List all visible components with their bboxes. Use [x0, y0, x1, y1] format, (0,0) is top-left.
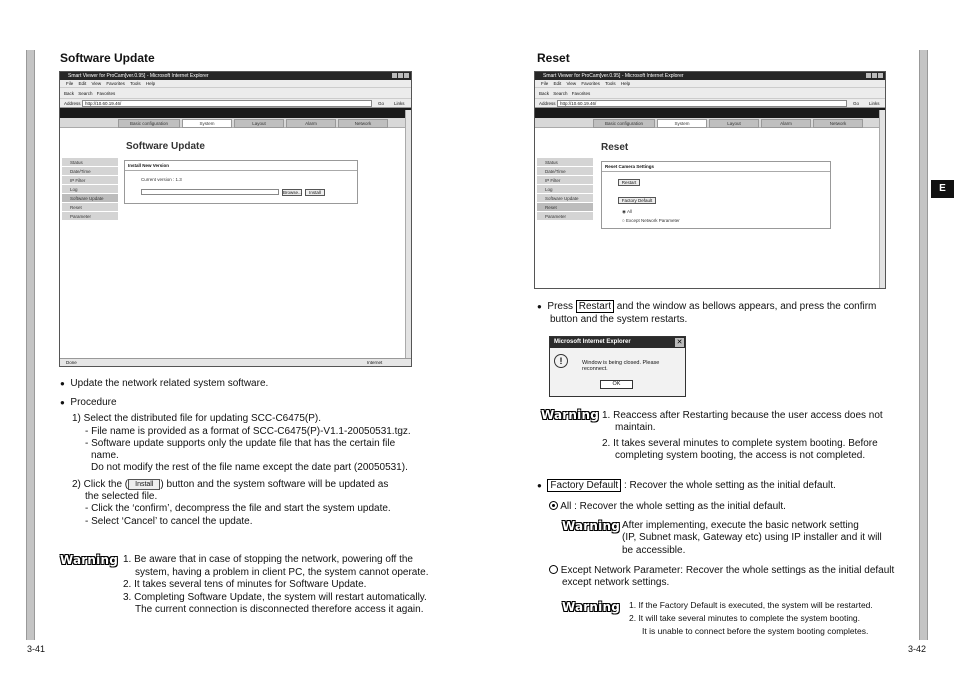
window-title: Smart Viewer for ProCam[ver.0.95] - Microsoft Internet Explorer	[543, 73, 684, 79]
bullet-update-network: ● Update the network related system software.	[60, 378, 269, 389]
step-2-cont: the selected file.	[85, 491, 158, 502]
warning-label-right-1: Warning	[541, 408, 600, 422]
warn3-line-2: 2. It will take several minutes to complete the system booting.	[629, 613, 861, 623]
warn1-line-1: 1. Reaccess after Restarting because the user access does not	[602, 410, 883, 421]
option-except-text: Except Network Parameter: Recover the whole settings as the initial default	[549, 565, 894, 578]
nav-parameter: Parameter	[537, 212, 593, 221]
software-update-heading: Software Update	[60, 51, 155, 65]
step-1-b: - Software update supports only the update file that has the certain file	[85, 438, 396, 449]
tab-basic-configuration: Basic configuration	[118, 119, 180, 128]
reset-panel	[601, 161, 831, 229]
dialog-warning-icon: !	[554, 354, 568, 368]
warn1-line-2: maintain.	[615, 422, 656, 433]
camera-app-header	[535, 108, 885, 118]
go-button: Go	[853, 101, 860, 106]
warn2-line-2: (IP, Subnet mask, Gateway etc) using IP installer and it will	[622, 532, 882, 543]
bullet-press-restart: ● Press Restart and the window as bellows appears, and press the confirm	[537, 301, 877, 312]
warning-label-left: Warning	[60, 553, 119, 567]
nav-software-update: Software Update	[537, 194, 593, 203]
browser-menu-bar: File Edit View Favorites Tools Help	[535, 80, 885, 88]
links-label: Links	[394, 101, 405, 106]
nav-reset: Reset	[537, 203, 593, 212]
install-button-screen: Install	[305, 189, 325, 196]
restart-label-box: Restart	[576, 300, 614, 313]
press-restart-cont: button and the system restarts.	[550, 314, 688, 325]
dialog-message: Window is being closed. Please reconnect.	[582, 360, 660, 372]
screen-title: Software Update	[126, 141, 205, 152]
window-buttons	[391, 73, 409, 81]
nav-ip-filter: IP Filter	[537, 176, 593, 185]
warning-label-right-2: Warning	[562, 519, 621, 533]
window-buttons	[865, 73, 883, 81]
step-1-c: Do not modify the rest of the file name except the date part (20050531).	[91, 462, 408, 473]
status-done: Done	[66, 360, 77, 365]
tab-layout: Layout	[234, 119, 284, 128]
tab-layout: Layout	[709, 119, 759, 128]
warning-left-5: The current connection is disconnected therefore access it again.	[135, 604, 424, 615]
address-field: http://10.60.19.46/	[557, 100, 847, 107]
page-number-left: 3-41	[27, 644, 46, 654]
warn3-line-3: It is unable to connect before the system booting completes.	[642, 626, 869, 636]
right-page-edge	[919, 50, 928, 640]
tab-alarm: Alarm	[286, 119, 336, 128]
option-all-text: All : Recover the whole setting as the initial default.	[549, 501, 786, 514]
browser-address-bar	[535, 99, 885, 108]
step-2-b: - Select ‘Cancel’ to cancel the update.	[85, 516, 253, 527]
file-field	[141, 189, 279, 195]
address-label: Address	[539, 101, 556, 106]
warning-label-right-3: Warning	[562, 600, 621, 614]
nav-date-time: Date/Time	[537, 167, 593, 176]
step-2: 2) Click the ( Install ) button and the system software will be updated as	[72, 479, 389, 490]
address-label: Address	[64, 101, 81, 106]
window-title: Smart Viewer for ProCam[ver.0.95] - Microsoft Internet Explorer	[68, 73, 209, 79]
go-button: Go	[378, 101, 385, 106]
browser-status-bar	[60, 358, 411, 366]
camera-app-header	[60, 108, 411, 118]
dialog-title: Microsoft Internet Explorer ✕	[550, 337, 685, 348]
warn3-line-1: 1. If the Factory Default is executed, the system will be restarted.	[629, 600, 873, 610]
install-inline-button: Install	[128, 479, 160, 490]
ie-dialog	[549, 336, 686, 397]
tab-network: Network	[338, 119, 388, 128]
browser-toolbar: Back Search Favorites	[535, 88, 885, 99]
section-tab-e: E	[931, 180, 954, 198]
close-icon: ✕	[676, 339, 683, 346]
links-label: Links	[869, 101, 880, 106]
warn1-line-3: 2. It takes several minutes to complete system booting. Before	[602, 438, 878, 449]
warn2-line-1: After implementing, execute the basic network setting	[622, 520, 859, 531]
browser-title-bar	[60, 72, 411, 80]
nav-log: Log	[537, 185, 593, 194]
browser-menu-bar: File Edit View Favorites Tools Help	[60, 80, 411, 88]
restart-button-screen: Restart	[618, 179, 640, 186]
software-update-screenshot	[59, 71, 412, 367]
address-field: http://10.60.19.46/	[82, 100, 372, 107]
panel-title: Install New Version	[125, 161, 357, 171]
camera-side-nav	[62, 158, 118, 221]
nav-reset: Reset	[62, 203, 118, 212]
current-version: Current version : 1.3	[141, 177, 182, 182]
screen-title: Reset	[601, 142, 629, 153]
status-internet: Internet	[367, 360, 383, 365]
step-1-b2: name.	[91, 450, 119, 461]
tab-basic-configuration: Basic configuration	[593, 119, 655, 128]
radio-selected-icon	[549, 501, 558, 510]
browser-title-bar	[535, 72, 885, 80]
nav-log: Log	[62, 185, 118, 194]
nav-parameter: Parameter	[62, 212, 118, 221]
browser-toolbar: Back Search Favorites	[60, 88, 411, 99]
factory-default-label-box: Factory Default	[547, 479, 621, 492]
step-1: 1) Select the distributed file for updating SCC-C6475(P).	[72, 413, 322, 424]
nav-date-time: Date/Time	[62, 167, 118, 176]
bullet-factory-default: ● Factory Default : Recover the whole setting as the initial default.	[537, 480, 836, 491]
warn1-line-4: completing system booting, the access is not completed.	[615, 450, 866, 461]
camera-app-tabs	[60, 118, 411, 128]
warning-left-1: 1. Be aware that in case of stopping the network, powering off the	[123, 554, 413, 565]
warning-left-3: 2. It takes several tens of minutes for Software Update.	[123, 579, 367, 590]
camera-side-nav	[537, 158, 593, 221]
install-panel	[124, 160, 358, 204]
screen-scrollbar	[405, 110, 411, 358]
camera-app-tabs	[535, 118, 885, 128]
reset-screenshot	[534, 71, 886, 289]
nav-status: Status	[62, 158, 118, 167]
page-number-right: 3-42	[908, 644, 927, 654]
left-page-edge	[26, 50, 35, 640]
factory-default-button-screen: Factory Default	[618, 197, 656, 204]
panel-title: Reset Camera Settings	[602, 162, 830, 172]
tab-network: Network	[813, 119, 863, 128]
screen-scrollbar	[879, 110, 885, 288]
option-except-cont: except network settings.	[562, 577, 670, 588]
step-2-a: - Click the ‘confirm’, decompress the file and start the system update.	[85, 503, 391, 514]
option-all: ◉ All	[622, 209, 632, 214]
radio-unselected-icon	[549, 565, 558, 574]
step-1-a: - File name is provided as a format of SCC-C6475(P)-V1.1-20050531.tgz.	[85, 426, 411, 437]
tab-system: System	[657, 119, 707, 128]
bullet-procedure: ● Procedure	[60, 397, 117, 408]
tab-alarm: Alarm	[761, 119, 811, 128]
reset-heading: Reset	[537, 51, 570, 65]
warning-left-4: 3. Completing Software Update, the system will restart automatically.	[123, 592, 427, 603]
option-except-network: ○ Except Network Parameter	[622, 218, 680, 223]
browser-address-bar	[60, 99, 411, 108]
browse-button: Browse...	[283, 190, 302, 195]
nav-software-update: Software Update	[62, 194, 118, 203]
nav-ip-filter: IP Filter	[62, 176, 118, 185]
warning-left-2: system, having a problem in client PC, the system cannot operate.	[135, 567, 429, 578]
nav-status: Status	[537, 158, 593, 167]
warn2-line-3: be accessible.	[622, 545, 686, 556]
tab-system: System	[182, 119, 232, 128]
dialog-ok-button: OK	[600, 380, 633, 389]
